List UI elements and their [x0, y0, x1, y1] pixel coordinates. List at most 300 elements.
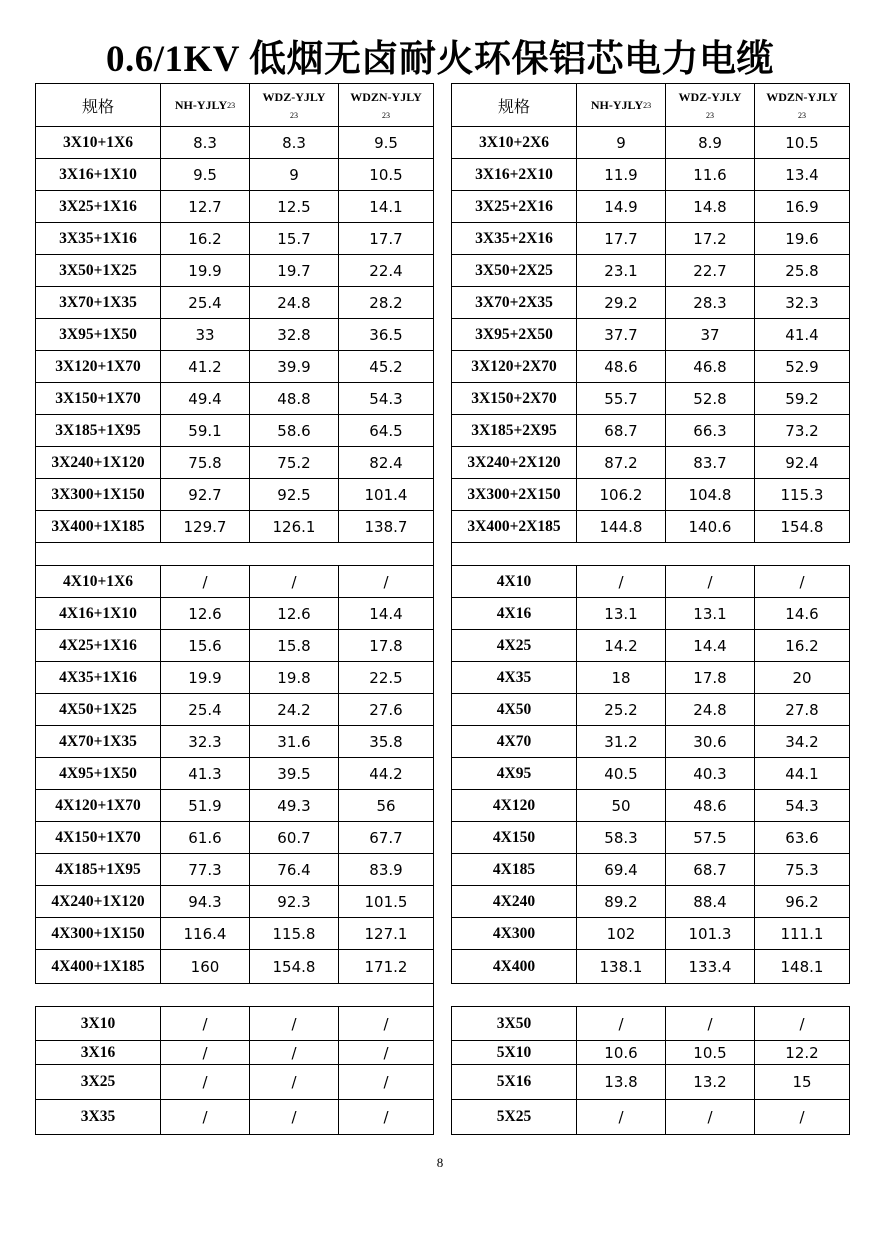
- value-cell-1: 49.4: [161, 383, 250, 415]
- value-cell-2: 19.7: [250, 255, 339, 287]
- table-row: [452, 758, 850, 790]
- value-cell-1: 16.2: [161, 223, 250, 255]
- spec-cell: 4X240+1X120: [36, 886, 161, 918]
- table-row: [36, 630, 434, 662]
- table-row: [452, 662, 850, 694]
- value-cell-1: 23.1: [577, 255, 666, 287]
- header-col-2-subscript: 23: [706, 111, 714, 120]
- header-col-2: [250, 84, 339, 127]
- value-cell-3: 12.2: [755, 1041, 850, 1065]
- spec-cell: 4X185+1X95: [36, 854, 161, 886]
- value-cell-2: 8.9: [666, 127, 755, 159]
- table-row: [36, 694, 434, 726]
- value-cell-1: 61.6: [161, 822, 250, 854]
- table-row: [36, 1007, 434, 1041]
- table-row: [452, 511, 850, 543]
- spec-table: [451, 1006, 850, 1135]
- value-cell-2: 14.4: [666, 630, 755, 662]
- value-cell-3: 75.3: [755, 854, 850, 886]
- table-row: [452, 1007, 850, 1041]
- spec-cell: 3X300+2X150: [452, 479, 577, 511]
- value-cell-3: 171.2: [339, 950, 434, 984]
- spec-cell: 3X10+1X6: [36, 127, 161, 159]
- value-cell-2: 48.6: [666, 790, 755, 822]
- table-row: [452, 479, 850, 511]
- table-row: [36, 383, 434, 415]
- value-cell-3: 148.1: [755, 950, 850, 984]
- value-cell-3: 92.4: [755, 447, 850, 479]
- value-cell-1: 102: [577, 918, 666, 950]
- spec-table: [35, 1006, 434, 1135]
- table-row: [452, 127, 850, 159]
- value-cell-3: 15: [755, 1065, 850, 1100]
- table-row: [452, 351, 850, 383]
- value-cell-2: 13.2: [666, 1065, 755, 1100]
- table-row: [452, 1065, 850, 1100]
- value-cell-2: 31.6: [250, 726, 339, 758]
- table-row: [452, 854, 850, 886]
- spec-cell: 3X16+2X10: [452, 159, 577, 191]
- header-col-3-label: WDZN-YJLY: [350, 90, 422, 104]
- value-cell-3: 22.5: [339, 662, 434, 694]
- table-row: [36, 191, 434, 223]
- spec-cell: 4X50: [452, 694, 577, 726]
- value-cell-1: /: [577, 566, 666, 598]
- spec-cell: 3X95+2X50: [452, 319, 577, 351]
- spec-cell: 3X25: [36, 1065, 161, 1100]
- header-row: [452, 84, 850, 127]
- value-cell-1: 11.9: [577, 159, 666, 191]
- table-row: [452, 630, 850, 662]
- value-cell-3: 127.1: [339, 918, 434, 950]
- spec-table: [451, 83, 850, 543]
- value-cell-3: 67.7: [339, 822, 434, 854]
- value-cell-3: /: [339, 1041, 434, 1065]
- frame-line: [433, 541, 434, 565]
- frame-line: [433, 983, 434, 1006]
- value-cell-2: 48.8: [250, 383, 339, 415]
- value-cell-3: 96.2: [755, 886, 850, 918]
- value-cell-1: 48.6: [577, 351, 666, 383]
- value-cell-1: 87.2: [577, 447, 666, 479]
- value-cell-3: 17.7: [339, 223, 434, 255]
- value-cell-2: 154.8: [250, 950, 339, 984]
- value-cell-1: 12.6: [161, 598, 250, 630]
- value-cell-1: 18: [577, 662, 666, 694]
- spec-cell: 3X35: [36, 1100, 161, 1135]
- spec-cell: 3X25+1X16: [36, 191, 161, 223]
- value-cell-1: 59.1: [161, 415, 250, 447]
- value-cell-3: /: [339, 566, 434, 598]
- value-cell-3: 73.2: [755, 415, 850, 447]
- spec-cell: 4X120+1X70: [36, 790, 161, 822]
- value-cell-1: 37.7: [577, 319, 666, 351]
- value-cell-1: 10.6: [577, 1041, 666, 1065]
- value-cell-1: 25.4: [161, 694, 250, 726]
- value-cell-1: 14.9: [577, 191, 666, 223]
- value-cell-1: 9.5: [161, 159, 250, 191]
- value-cell-1: 77.3: [161, 854, 250, 886]
- value-cell-1: 8.3: [161, 127, 250, 159]
- value-cell-3: 10.5: [339, 159, 434, 191]
- spec-cell: 3X300+1X150: [36, 479, 161, 511]
- value-cell-2: 60.7: [250, 822, 339, 854]
- table-row: [36, 351, 434, 383]
- value-cell-2: 13.1: [666, 598, 755, 630]
- value-cell-1: 138.1: [577, 950, 666, 984]
- value-cell-1: 58.3: [577, 822, 666, 854]
- value-cell-1: 32.3: [161, 726, 250, 758]
- spec-cell: 4X25: [452, 630, 577, 662]
- value-cell-1: /: [161, 1100, 250, 1135]
- spec-cell: 3X16: [36, 1041, 161, 1065]
- table-row: [36, 159, 434, 191]
- value-cell-3: /: [339, 1065, 434, 1100]
- value-cell-2: 39.5: [250, 758, 339, 790]
- spec-cell: 3X70+1X35: [36, 287, 161, 319]
- table-row: [36, 886, 434, 918]
- value-cell-3: 17.8: [339, 630, 434, 662]
- value-cell-1: 14.2: [577, 630, 666, 662]
- spec-cell: 3X400+2X185: [452, 511, 577, 543]
- value-cell-1: 144.8: [577, 511, 666, 543]
- value-cell-2: 140.6: [666, 511, 755, 543]
- spec-cell: 4X400+1X185: [36, 950, 161, 984]
- value-cell-3: 27.8: [755, 694, 850, 726]
- value-cell-3: 56: [339, 790, 434, 822]
- value-cell-3: 10.5: [755, 127, 850, 159]
- value-cell-1: 33: [161, 319, 250, 351]
- spec-cell: 3X240+2X120: [452, 447, 577, 479]
- value-cell-1: 29.2: [577, 287, 666, 319]
- value-cell-2: 12.5: [250, 191, 339, 223]
- header-col-1: [161, 84, 250, 127]
- value-cell-2: /: [666, 1100, 755, 1135]
- table-row: [36, 662, 434, 694]
- value-cell-2: 115.8: [250, 918, 339, 950]
- value-cell-3: 22.4: [339, 255, 434, 287]
- spec-cell: 3X150+1X70: [36, 383, 161, 415]
- spec-cell: 4X16: [452, 598, 577, 630]
- value-cell-2: 88.4: [666, 886, 755, 918]
- page-title: 0.6/1KV 低烟无卤耐火环保铝芯电力电缆: [105, 39, 775, 80]
- spec-cell: 3X16+1X10: [36, 159, 161, 191]
- value-cell-1: 12.7: [161, 191, 250, 223]
- value-cell-2: 32.8: [250, 319, 339, 351]
- header-col-2-subscript: 23: [290, 111, 298, 120]
- value-cell-2: 22.7: [666, 255, 755, 287]
- spec-cell: 4X70+1X35: [36, 726, 161, 758]
- value-cell-2: 14.8: [666, 191, 755, 223]
- header-col-1-label: NH-YJLY: [590, 97, 644, 112]
- spec-cell: 3X35+2X16: [452, 223, 577, 255]
- spec-cell: 4X150+1X70: [36, 822, 161, 854]
- value-cell-2: 17.2: [666, 223, 755, 255]
- spec-cell: 3X50: [452, 1007, 577, 1041]
- value-cell-1: /: [577, 1007, 666, 1041]
- table-row: [452, 287, 850, 319]
- value-cell-1: 69.4: [577, 854, 666, 886]
- spec-cell: 4X240: [452, 886, 577, 918]
- value-cell-3: 101.4: [339, 479, 434, 511]
- table-row: [36, 511, 434, 543]
- value-cell-1: 31.2: [577, 726, 666, 758]
- header-col-2-label: WDZ-YJLY: [678, 90, 742, 104]
- value-cell-1: 19.9: [161, 662, 250, 694]
- value-cell-2: 49.3: [250, 790, 339, 822]
- header-row: [36, 84, 434, 127]
- spec-cell: 3X35+1X16: [36, 223, 161, 255]
- table-row: [452, 886, 850, 918]
- value-cell-2: /: [666, 1007, 755, 1041]
- table-row: [452, 223, 850, 255]
- spec-cell: 4X10: [452, 566, 577, 598]
- table-row: [452, 383, 850, 415]
- spec-cell: 3X25+2X16: [452, 191, 577, 223]
- value-cell-1: 13.1: [577, 598, 666, 630]
- value-cell-2: 30.6: [666, 726, 755, 758]
- table-row: [36, 790, 434, 822]
- value-cell-1: 25.4: [161, 287, 250, 319]
- header-col-1: [577, 84, 666, 127]
- value-cell-3: 101.5: [339, 886, 434, 918]
- spec-cell: 3X95+1X50: [36, 319, 161, 351]
- header-col-2: [666, 84, 755, 127]
- value-cell-3: /: [755, 1100, 850, 1135]
- header-col-3-subscript: 23: [798, 111, 806, 120]
- value-cell-2: /: [250, 1007, 339, 1041]
- value-cell-3: 54.3: [755, 790, 850, 822]
- value-cell-3: 45.2: [339, 351, 434, 383]
- value-cell-2: 19.8: [250, 662, 339, 694]
- value-cell-2: 39.9: [250, 351, 339, 383]
- header-col-3: [339, 84, 434, 127]
- spec-cell: 3X400+1X185: [36, 511, 161, 543]
- spec-cell: 4X95: [452, 758, 577, 790]
- value-cell-2: 17.8: [666, 662, 755, 694]
- spec-table: [35, 83, 434, 543]
- value-cell-1: 55.7: [577, 383, 666, 415]
- value-cell-2: 10.5: [666, 1041, 755, 1065]
- value-cell-1: 116.4: [161, 918, 250, 950]
- value-cell-2: 57.5: [666, 822, 755, 854]
- value-cell-3: 14.4: [339, 598, 434, 630]
- value-cell-2: /: [250, 566, 339, 598]
- table-row: [452, 447, 850, 479]
- spec-cell: 4X95+1X50: [36, 758, 161, 790]
- value-cell-1: 17.7: [577, 223, 666, 255]
- table-row: [452, 918, 850, 950]
- table-row: [452, 694, 850, 726]
- value-cell-3: 82.4: [339, 447, 434, 479]
- value-cell-2: 9: [250, 159, 339, 191]
- table-row: [36, 598, 434, 630]
- value-cell-3: 44.2: [339, 758, 434, 790]
- table-row: [36, 287, 434, 319]
- table-row: [36, 255, 434, 287]
- value-cell-2: /: [250, 1100, 339, 1135]
- spec-cell: 4X50+1X25: [36, 694, 161, 726]
- value-cell-2: 28.3: [666, 287, 755, 319]
- spec-cell: 4X25+1X16: [36, 630, 161, 662]
- value-cell-2: 92.5: [250, 479, 339, 511]
- spec-cell: 3X185+2X95: [452, 415, 577, 447]
- value-cell-2: 37: [666, 319, 755, 351]
- value-cell-3: 9.5: [339, 127, 434, 159]
- value-cell-3: 13.4: [755, 159, 850, 191]
- value-cell-3: 36.5: [339, 319, 434, 351]
- value-cell-3: 35.8: [339, 726, 434, 758]
- value-cell-3: 54.3: [339, 383, 434, 415]
- value-cell-3: 63.6: [755, 822, 850, 854]
- table-row: [36, 950, 434, 984]
- value-cell-1: 68.7: [577, 415, 666, 447]
- value-cell-2: 126.1: [250, 511, 339, 543]
- spec-cell: 3X240+1X120: [36, 447, 161, 479]
- value-cell-1: 41.3: [161, 758, 250, 790]
- value-cell-1: /: [161, 566, 250, 598]
- value-cell-2: 133.4: [666, 950, 755, 984]
- spec-cell: 3X150+2X70: [452, 383, 577, 415]
- value-cell-3: 19.6: [755, 223, 850, 255]
- spec-cell: 5X10: [452, 1041, 577, 1065]
- value-cell-3: /: [755, 1007, 850, 1041]
- header-spec: 规格: [36, 84, 161, 127]
- value-cell-2: 52.8: [666, 383, 755, 415]
- spec-cell: 4X120: [452, 790, 577, 822]
- spec-cell: 3X50+2X25: [452, 255, 577, 287]
- table-row: [452, 319, 850, 351]
- value-cell-1: 25.2: [577, 694, 666, 726]
- spec-cell: 4X10+1X6: [36, 566, 161, 598]
- value-cell-2: 11.6: [666, 159, 755, 191]
- value-cell-2: 104.8: [666, 479, 755, 511]
- value-cell-3: 27.6: [339, 694, 434, 726]
- value-cell-3: 138.7: [339, 511, 434, 543]
- spec-cell: 4X35+1X16: [36, 662, 161, 694]
- value-cell-3: /: [339, 1007, 434, 1041]
- value-cell-3: /: [755, 566, 850, 598]
- value-cell-3: 34.2: [755, 726, 850, 758]
- header-col-2-label: WDZ-YJLY: [262, 90, 326, 104]
- value-cell-1: 15.6: [161, 630, 250, 662]
- table-row: [452, 790, 850, 822]
- value-cell-2: 15.7: [250, 223, 339, 255]
- value-cell-3: 111.1: [755, 918, 850, 950]
- spec-cell: 4X150: [452, 822, 577, 854]
- table-row: [452, 950, 850, 984]
- value-cell-1: /: [161, 1041, 250, 1065]
- value-cell-2: 46.8: [666, 351, 755, 383]
- value-cell-1: 129.7: [161, 511, 250, 543]
- value-cell-1: 75.8: [161, 447, 250, 479]
- value-cell-1: 40.5: [577, 758, 666, 790]
- value-cell-2: 92.3: [250, 886, 339, 918]
- table-row: [36, 918, 434, 950]
- value-cell-2: 101.3: [666, 918, 755, 950]
- value-cell-3: 16.9: [755, 191, 850, 223]
- spec-cell: 5X16: [452, 1065, 577, 1100]
- table-row: [36, 566, 434, 598]
- value-cell-2: /: [250, 1065, 339, 1100]
- table-row: [36, 479, 434, 511]
- header-col-1-subscript: 23: [643, 100, 652, 110]
- header-col-1-subscript: 23: [227, 100, 236, 110]
- table-row: [36, 319, 434, 351]
- value-cell-2: 24.8: [250, 287, 339, 319]
- value-cell-3: 83.9: [339, 854, 434, 886]
- value-cell-1: 94.3: [161, 886, 250, 918]
- value-cell-3: 115.3: [755, 479, 850, 511]
- frame-line: [451, 541, 452, 565]
- value-cell-2: /: [250, 1041, 339, 1065]
- table-row: [452, 726, 850, 758]
- spec-cell: 3X10+2X6: [452, 127, 577, 159]
- value-cell-2: 76.4: [250, 854, 339, 886]
- table-row: [36, 822, 434, 854]
- value-cell-3: 25.8: [755, 255, 850, 287]
- value-cell-1: /: [161, 1007, 250, 1041]
- spec-cell: 3X185+1X95: [36, 415, 161, 447]
- table-row: [452, 822, 850, 854]
- value-cell-2: /: [666, 566, 755, 598]
- value-cell-3: /: [339, 1100, 434, 1135]
- table-row: [452, 598, 850, 630]
- value-cell-1: 89.2: [577, 886, 666, 918]
- value-cell-1: 160: [161, 950, 250, 984]
- value-cell-2: 24.8: [666, 694, 755, 726]
- value-cell-2: 40.3: [666, 758, 755, 790]
- table-row: [452, 159, 850, 191]
- header-col-1-label: NH-YJLY: [174, 97, 228, 112]
- table-row: [36, 758, 434, 790]
- table-row: [452, 191, 850, 223]
- value-cell-3: 41.4: [755, 319, 850, 351]
- table-row: [36, 1041, 434, 1065]
- value-cell-2: 68.7: [666, 854, 755, 886]
- value-cell-1: /: [577, 1100, 666, 1135]
- table-row: [36, 1065, 434, 1100]
- header-col-3: [755, 84, 850, 127]
- spec-cell: 4X16+1X10: [36, 598, 161, 630]
- table-row: [36, 447, 434, 479]
- value-cell-2: 12.6: [250, 598, 339, 630]
- table-row: [36, 223, 434, 255]
- value-cell-1: 92.7: [161, 479, 250, 511]
- value-cell-1: 50: [577, 790, 666, 822]
- spec-cell: 3X10: [36, 1007, 161, 1041]
- table-row: [36, 127, 434, 159]
- spec-cell: 3X120+1X70: [36, 351, 161, 383]
- value-cell-1: 41.2: [161, 351, 250, 383]
- page-number: 8: [436, 1155, 444, 1170]
- value-cell-2: 75.2: [250, 447, 339, 479]
- header-col-3-label: WDZN-YJLY: [766, 90, 838, 104]
- value-cell-3: 16.2: [755, 630, 850, 662]
- value-cell-1: 19.9: [161, 255, 250, 287]
- spec-cell: 3X120+2X70: [452, 351, 577, 383]
- table-row: [452, 1100, 850, 1135]
- value-cell-2: 15.8: [250, 630, 339, 662]
- table-row: [36, 1100, 434, 1135]
- value-cell-1: 51.9: [161, 790, 250, 822]
- value-cell-3: 59.2: [755, 383, 850, 415]
- value-cell-3: 28.2: [339, 287, 434, 319]
- table-row: [36, 415, 434, 447]
- spec-cell: 4X400: [452, 950, 577, 984]
- spec-cell: 4X300+1X150: [36, 918, 161, 950]
- value-cell-1: 9: [577, 127, 666, 159]
